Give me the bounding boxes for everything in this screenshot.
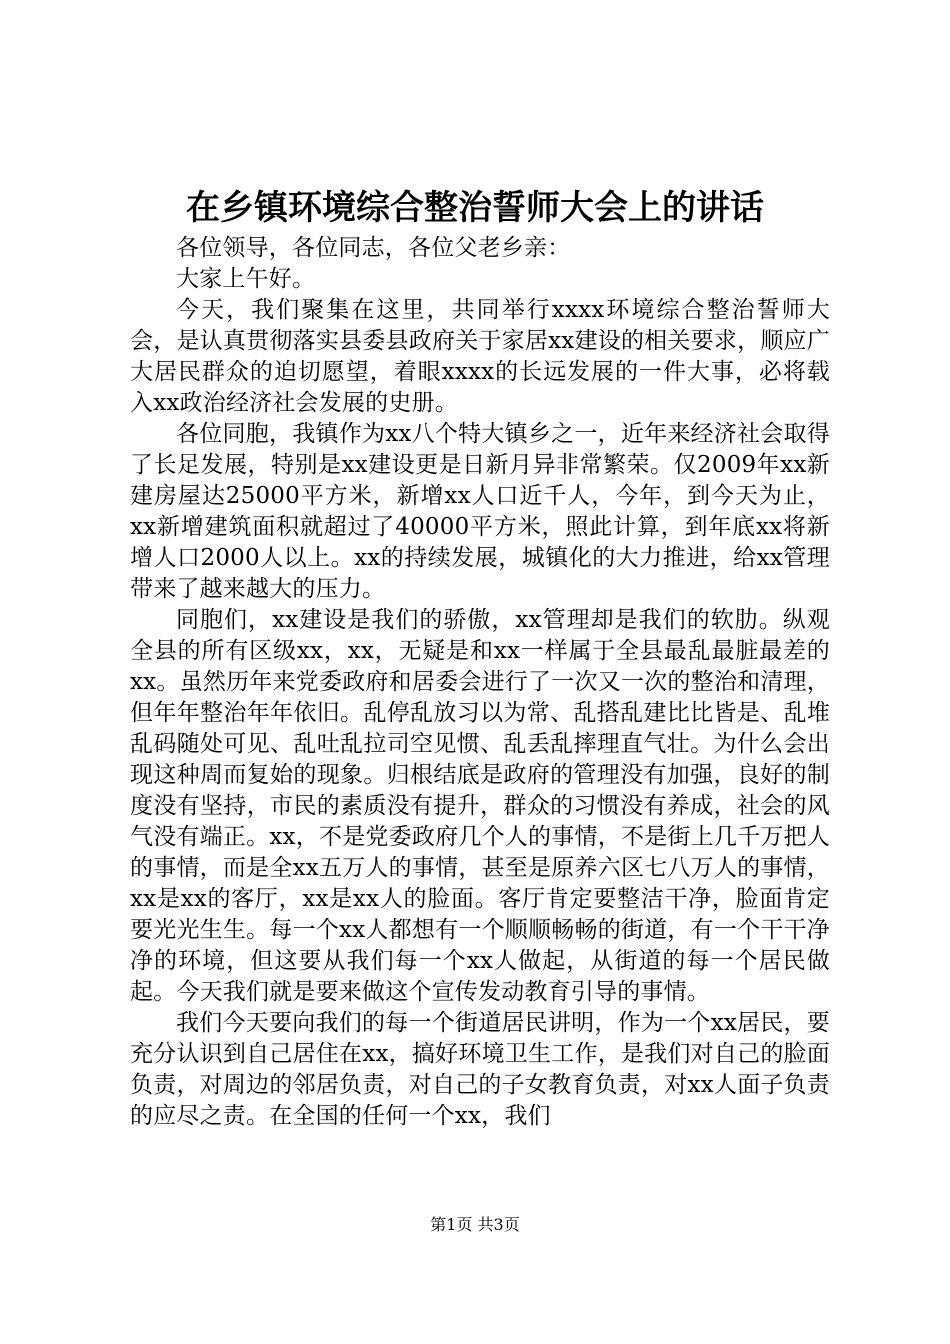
paragraph-4: 我们今天要向我们的每一个街道居民讲明，作为一个xx居民，要充分认识到自己居住在xx，搞好环境卫生工作，是我们对自己的脸面负责，对周边的邻居负责，对自己的子女教育负责，对xx人面子负责的应尽之责。在全国的任何一个xx，我们 [130, 1010, 830, 1129]
document-title: 在乡镇环境综合整治誓师大会上的讲话 [186, 188, 764, 228]
salutation: 各位领导，各位同志，各位父老乡亲： [176, 235, 571, 261]
greeting: 大家上午好。 [176, 266, 316, 292]
paragraph-1: 今天，我们聚集在这里，共同举行xxxx环境综合整治誓师大会，是认真贯彻落实县委县政府关于家居xx建设的相关要求，顺应广大居民群众的迫切愿望，着眼xxxx的长远发展的一件大事，必将载入xx政治经济社会发展的史册。 [130, 297, 830, 416]
paragraph-3: 同胞们，xx建设是我们的骄傲，xx管理却是我们的软肋。纵观全县的所有区级xx，xx，无疑是和xx一样属于全县最乱最脏最差的xx。虽然历年来党委政府和居委会进行了一次又一次的整治和清理，但年年整治年年依旧。乱停乱放习以为常、乱搭乱建比比皆是、乱堆乱码随处可见、乱吐乱拉司空见惯、乱丢乱摔理直气壮。为什么会出现这种周而复始的现象。归根结底是政府的管理没有加强，良好的制度没有坚持，市民的素质没有提升，群众的习惯没有养成，社会的风气没有端正。xx，不是党委政府几个人的事情，不是街上几千万把人的事情，而是全xx五万人的事情，甚至是原养六区七八万人的事情，xx是xx的客厅，xx是xx人的脸面。客厅肯定要整洁干净，脸面肯定要光光生生。每一个xx人都想有一个顺顺畅畅的街道，有一个干干净净的环境，但这要从我们每一个xx人做起，从街道的每一个居民做起。今天我们就是要来做这个宣传发动教育引导的事情。 [130, 607, 830, 1005]
document-body [130, 233, 830, 1132]
paragraph-2: 各位同胞，我镇作为xx八个特大镇乡之一，近年来经济社会取得了长足发展，特别是xx建设更是日新月异非常繁荣。仅2009年xx新建房屋达25000平方米，新增xx人口近千人，今年，到今天为止，xx新增建筑面积就超过了40000平方米，照此计算，到年底xx将新增人口2000人以上。xx的持续发展，城镇化的大力推进，给xx管理带来了越来越大的压力。 [130, 421, 830, 602]
page-footer: 第1页 共3页 [430, 1215, 520, 1234]
